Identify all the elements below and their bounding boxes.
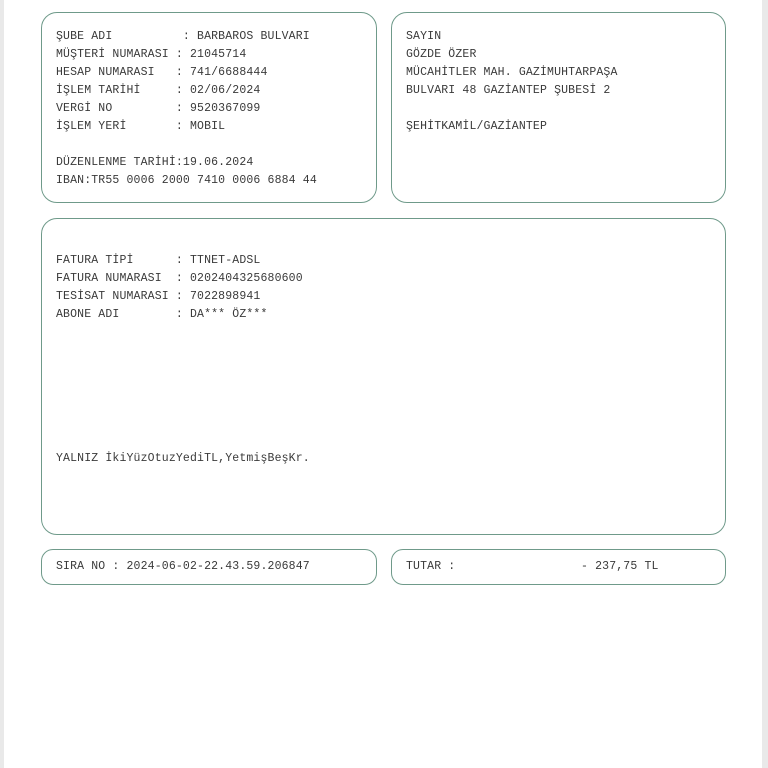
account-info-box [41, 12, 377, 203]
total-label: TUTAR : [406, 560, 456, 573]
transaction-date-line: İŞLEM TARİHİ : 02/06/2024 [56, 84, 261, 97]
subscriber-name-line: ABONE ADI : DA*** ÖZ*** [56, 308, 268, 321]
amount-in-words: YALNIZ İkiYüzOtuzYediTL,YetmişBeşKr. [56, 452, 310, 465]
address-city: ŞEHİTKAMİL/GAZİANTEP [406, 120, 548, 133]
iban-line: IBAN:TR55 0006 2000 7410 0006 6884 44 [56, 174, 317, 187]
address-line-1: MÜCAHİTLER MAH. GAZİMUHTARPAŞA [406, 66, 618, 79]
tax-number-line: VERGİ NO : 9520367099 [56, 102, 261, 115]
address-line-2: BULVARI 48 GAZİANTEP ŞUBESİ 2 [406, 84, 611, 97]
transaction-place-line: İŞLEM YERİ : MOBIL [56, 120, 226, 133]
installation-number-line: TESİSAT NUMARASI : 7022898941 [56, 290, 261, 303]
salutation: SAYIN [406, 30, 442, 43]
total-value: - 237,75 TL [581, 560, 659, 573]
issue-date-line: DÜZENLENME TARİHİ:19.06.2024 [56, 156, 254, 169]
sequence-number: SIRA NO : 2024-06-02-22.43.59.206847 [56, 560, 310, 573]
branch-name-line: ŞUBE ADI : BARBAROS BULVARI [56, 30, 310, 43]
receipt-page [4, 0, 762, 768]
account-number-line: HESAP NUMARASI : 741/6688444 [56, 66, 268, 79]
sequence-number-box [41, 549, 377, 585]
recipient-address-box [391, 12, 726, 203]
total-amount-box [391, 549, 726, 585]
recipient-name: GÖZDE ÖZER [406, 48, 477, 61]
invoice-number-line: FATURA NUMARASI : 0202404325680600 [56, 272, 303, 285]
invoice-type-line: FATURA TİPİ : TTNET-ADSL [56, 254, 261, 267]
invoice-details-box [41, 218, 726, 535]
customer-number-line: MÜŞTERİ NUMARASI : 21045714 [56, 48, 247, 61]
